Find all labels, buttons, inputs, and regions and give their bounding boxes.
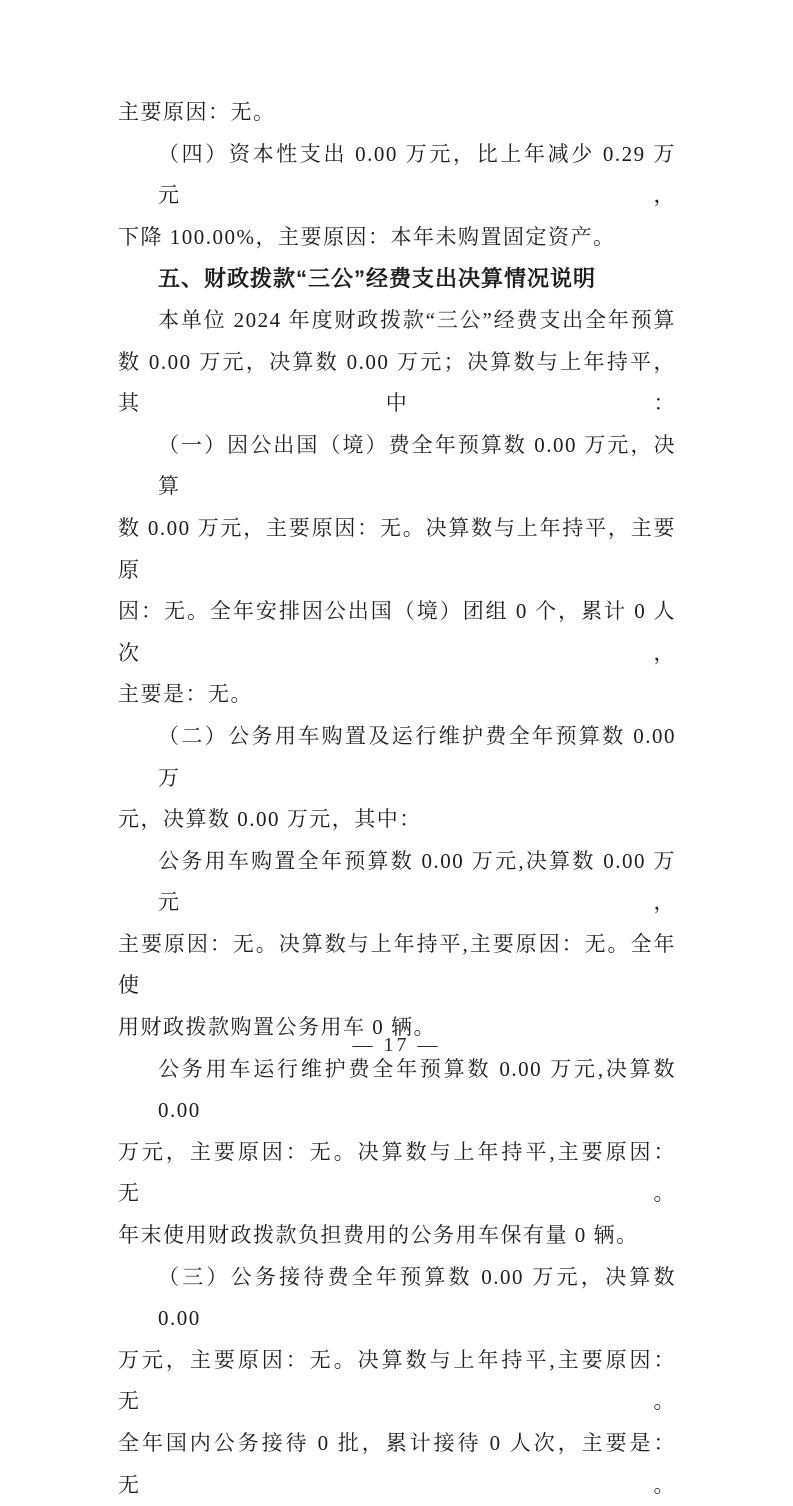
text-line: 数 0.00 万元，决算数 0.00 万元；决算数与上年持平，其中： (118, 349, 676, 416)
text-line: 万元，主要原因：无。决算数与上年持平,主要原因：无。 (118, 1139, 676, 1206)
text-line: （三）公务接待费全年预算数 0.00 万元，决算数 0.00 (158, 1264, 676, 1331)
text-line: 元，决算数 0.00 万元，其中： (118, 807, 422, 832)
text-line: 本单位 2024 年度财政拨款“三公”经费支出全年预算 (158, 307, 676, 332)
doc-lines (118, 92, 676, 1506)
text-line: （二）公务用车购置及运行维护费全年预算数 0.00 万 (158, 723, 676, 790)
text-line: 全年国内公务接待 0 批，累计接待 0 人次，主要是：无。 (118, 1431, 676, 1497)
text-line: 主要原因：无。 (118, 100, 276, 124)
page-number: — 17 — (352, 1034, 441, 1056)
text-line: 公务用车购置全年预算数 0.00 万元,决算数 0.00 万元， (158, 848, 676, 915)
text-line: 公务用车运行维护费全年预算数 0.00 万元,决算数 0.00 (158, 1056, 676, 1123)
text-line: 下降 100.00%，主要原因：本年未购置固定资产。 (118, 224, 616, 249)
text-line: 万元，主要原因：无。决算数与上年持平,主要原因：无。 (118, 1347, 676, 1414)
text-line: 主要是：无。 (118, 682, 253, 707)
text-line: 因：无。全年安排因公出国（境）团组 0 个，累计 0 人次， (118, 599, 676, 665)
text-line: 用财政拨款购置公务用车 0 辆。 (118, 1015, 436, 1040)
text-line: （一）因公出国（境）费全年预算数 0.00 万元，决算 (158, 432, 676, 499)
text-line: 数 0.00 万元，主要原因：无。决算数与上年持平，主要原 (118, 515, 676, 582)
text-line: 主要原因：无。决算数与上年持平,主要原因：无。全年使 (118, 931, 676, 998)
section-heading: 五、财政拨款“三公”经费支出决算情况说明 (158, 266, 597, 292)
text-line: （四）资本性支出 0.00 万元，比上年减少 0.29 万元， (158, 141, 676, 208)
text-line: 年末使用财政拨款负担费用的公务用车保有量 0 辆。 (118, 1223, 639, 1248)
